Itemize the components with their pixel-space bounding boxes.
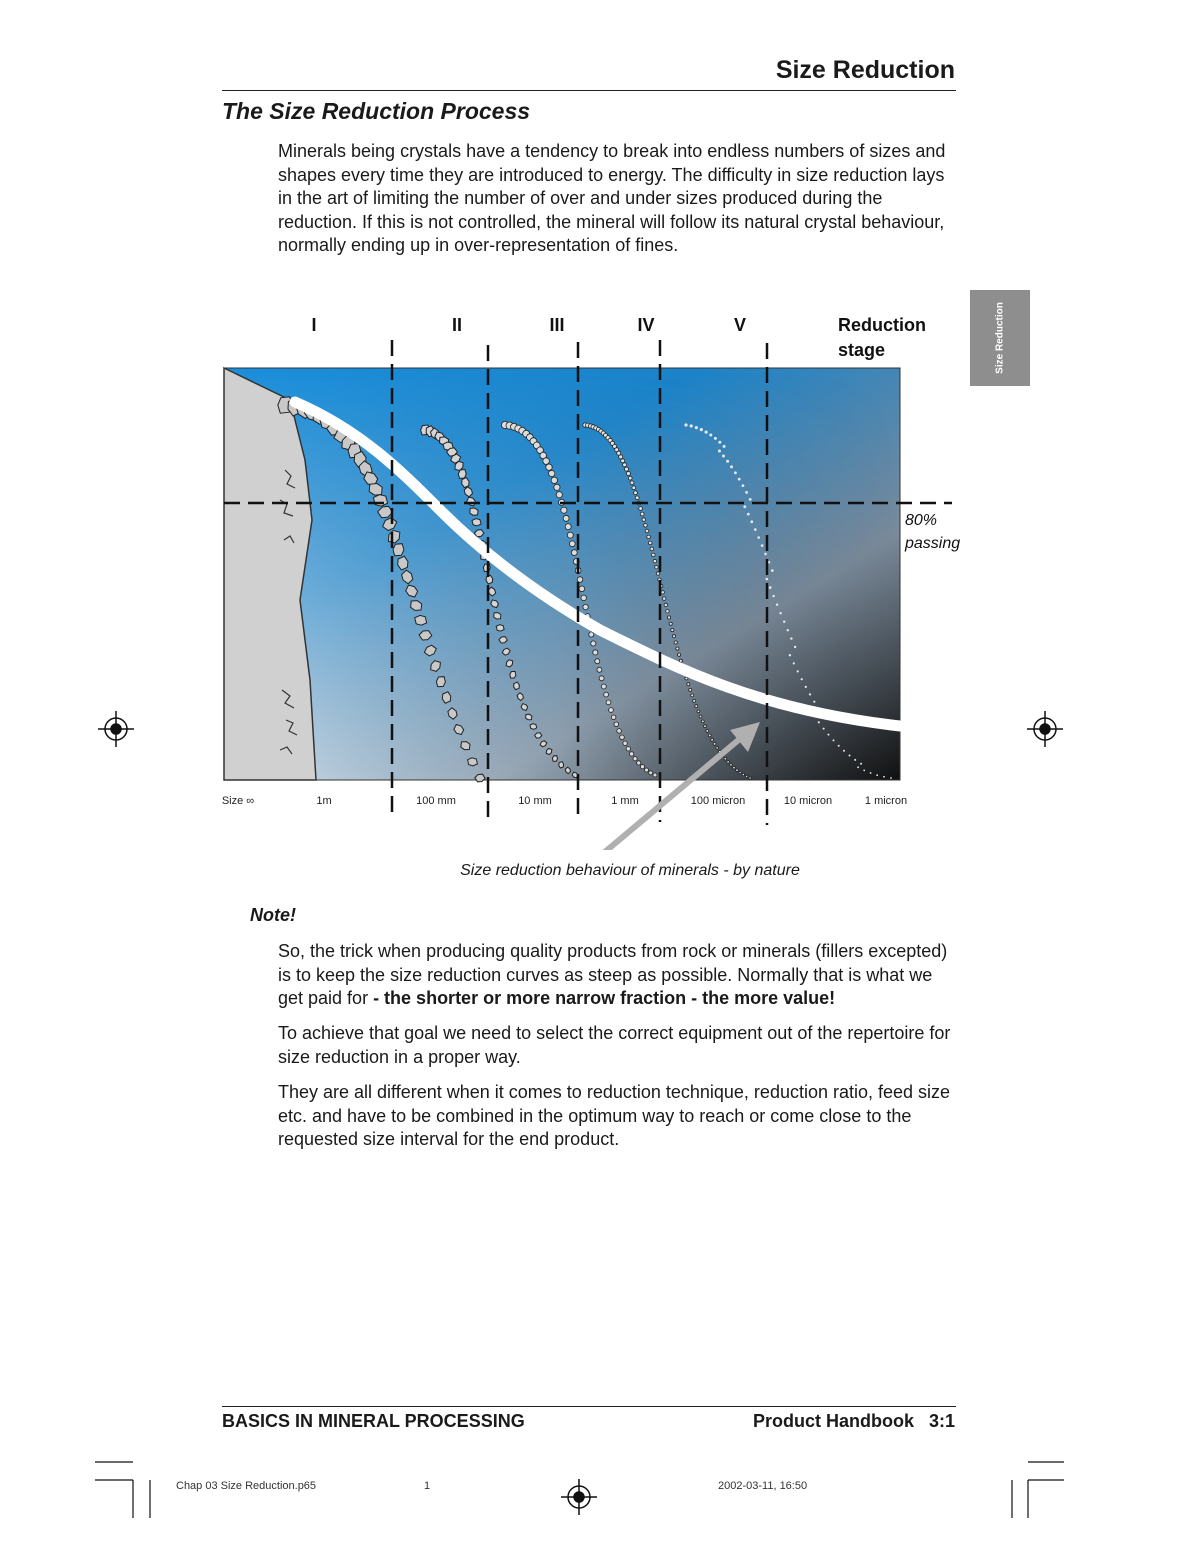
particle: [649, 771, 653, 775]
particle: [771, 569, 774, 572]
registration-mark-right: [1027, 711, 1063, 747]
particle: [736, 769, 739, 772]
particle: [749, 498, 752, 501]
particle: [619, 455, 623, 459]
particle: [742, 484, 745, 487]
note-label: Note!: [250, 905, 296, 925]
particle: [468, 758, 478, 766]
particle: [546, 749, 552, 755]
particle: [684, 423, 687, 426]
particle: [567, 532, 573, 538]
particle: [637, 761, 641, 765]
particle: [650, 547, 654, 551]
particle: [849, 755, 851, 757]
particle: [854, 759, 856, 761]
particle: [633, 757, 637, 761]
particle: [597, 667, 602, 672]
particle: [793, 662, 795, 664]
particle: [589, 632, 594, 637]
particle: [496, 625, 504, 631]
particle: [543, 458, 550, 465]
particle: [647, 535, 651, 539]
reduction-stage-label-1: Reduction: [838, 315, 926, 335]
particle: [724, 757, 727, 760]
particle: [623, 463, 627, 467]
stage-I-label: I: [311, 315, 317, 335]
particle: [700, 428, 703, 431]
particle: [794, 646, 796, 648]
particle: [601, 684, 606, 689]
particle: [639, 507, 643, 511]
particle: [369, 484, 382, 496]
particle: [718, 441, 721, 444]
particle: [838, 745, 840, 747]
particle: [789, 654, 791, 656]
particle: [556, 492, 562, 498]
particle: [761, 544, 764, 547]
particle: [727, 761, 730, 764]
stage-III-label: III: [549, 315, 565, 335]
particle: [747, 513, 750, 516]
particle: [671, 629, 674, 632]
passing-label-2: passing: [905, 535, 961, 552]
particle: [674, 641, 677, 644]
particle: [554, 484, 560, 490]
particle: [626, 472, 630, 476]
particle: [393, 544, 404, 556]
particle: [667, 616, 670, 619]
particle: [604, 692, 609, 697]
particle: [766, 578, 769, 581]
particle: [634, 491, 638, 495]
size-label: 10 micron: [783, 795, 833, 807]
particle: [730, 465, 733, 468]
particle: [772, 595, 774, 597]
particle: [764, 553, 767, 556]
particle: [699, 715, 702, 718]
particle: [857, 766, 859, 768]
particle: [779, 612, 781, 614]
particle: [653, 773, 657, 777]
particle: [711, 738, 714, 741]
footer-rule: [222, 1406, 956, 1407]
size-label: 100 mm: [416, 795, 456, 807]
figure-caption: Size reduction behaviour of minerals - by nature: [460, 862, 800, 879]
particle: [734, 471, 737, 474]
particle: [625, 467, 629, 471]
header-rule: [222, 90, 956, 91]
particle: [540, 741, 547, 747]
particle: [561, 507, 567, 513]
particle: [411, 601, 422, 611]
particle: [620, 735, 625, 740]
particle: [679, 659, 682, 662]
particle: [628, 476, 632, 480]
particle: [863, 770, 865, 772]
particle: [738, 478, 741, 481]
particle: [805, 686, 807, 688]
particle: [695, 705, 698, 708]
particle: [690, 424, 693, 427]
particle: [697, 710, 700, 713]
particle: [723, 445, 726, 448]
size-label: 10 mm: [518, 795, 552, 807]
particle: [645, 768, 649, 772]
particle: [672, 635, 675, 638]
particle: [645, 529, 649, 533]
slug-filename: Chap 03 Size Reduction.p65: [176, 1480, 317, 1492]
particle: [664, 603, 667, 606]
particle: [436, 677, 445, 687]
particle: [552, 756, 557, 762]
stage-II-label: II: [451, 315, 463, 335]
size-label: 1 mm: [611, 795, 639, 807]
particle: [742, 773, 744, 775]
particle: [709, 434, 712, 437]
particle: [415, 615, 427, 625]
particle: [642, 518, 646, 522]
reduction-stage-label-2: stage: [838, 340, 886, 360]
size-label: 1m: [316, 795, 332, 807]
particle: [644, 524, 648, 528]
particle: [669, 622, 672, 625]
particle: [629, 752, 633, 756]
particle: [797, 670, 799, 672]
particle: [565, 524, 571, 530]
particle: [790, 637, 792, 639]
particle: [691, 694, 694, 697]
particle: [373, 495, 387, 507]
registration-mark-bottom: [561, 1479, 597, 1515]
particle: [652, 553, 656, 557]
particle: [666, 610, 669, 613]
particle: [843, 750, 845, 752]
particle: [514, 682, 520, 690]
particle: [689, 688, 692, 691]
particle: [599, 676, 604, 681]
particle: [581, 595, 587, 601]
note-p1-emphasis: - the shorter or more narrow fraction - the more value!: [373, 988, 836, 1008]
particle: [685, 677, 688, 680]
particle: [687, 683, 690, 686]
stage-V-label: V: [733, 315, 747, 335]
particle: [663, 597, 666, 600]
stage-IV-label: IV: [637, 315, 655, 335]
particle: [883, 776, 885, 778]
particle: [876, 774, 878, 776]
particle: [626, 747, 630, 751]
particle: [583, 604, 588, 609]
particle: [442, 692, 451, 703]
particle: [551, 477, 557, 483]
particle: [809, 693, 811, 695]
particle: [461, 742, 470, 750]
particle: [614, 722, 619, 727]
slug-page: 1: [424, 1480, 431, 1492]
particle: [623, 741, 627, 745]
intro-paragraph: Minerals being crystals have a tendency to break into endless numbers of sizes and shapes every time they are introduced to energy. The difficulty in size reduction lays in the art of limiting the number of over and under sizes produced during the reduction. If this is not controlled, the mineral will follow its natural crystal behaviour, normally ending up in over-representation of fines.: [278, 141, 946, 255]
particle: [828, 734, 830, 736]
particle: [530, 724, 537, 730]
particle: [722, 455, 725, 458]
particle: [860, 763, 862, 765]
particle: [494, 613, 501, 619]
particle: [693, 699, 696, 702]
particle: [648, 541, 652, 545]
particle: [458, 470, 466, 479]
particle: [656, 572, 659, 575]
note-paragraph-1: [278, 940, 958, 1011]
slug-date: 2002-03-11, 16:50: [718, 1480, 808, 1492]
particle: [661, 591, 664, 594]
particle: [640, 512, 644, 516]
particle: [739, 771, 741, 773]
particle: [606, 700, 611, 705]
particle: [704, 725, 707, 728]
particle: [701, 720, 704, 723]
particle: [695, 426, 698, 429]
particle: [577, 577, 583, 583]
particle: [757, 536, 760, 539]
particle: [571, 550, 577, 556]
section-title: The Size Reduction Process: [222, 98, 531, 124]
particle: [635, 496, 639, 500]
size-reduction-figure: [210, 300, 990, 850]
particle: [745, 775, 747, 777]
particle: [559, 762, 564, 768]
running-header: Size Reduction: [775, 56, 955, 84]
particle: [563, 515, 569, 521]
particle: [546, 464, 552, 470]
particle: [569, 541, 575, 547]
footer-page-ref: Product Handbook 3:1: [752, 1411, 955, 1431]
particle: [743, 505, 746, 508]
particle: [653, 559, 657, 563]
particle: [676, 647, 679, 650]
side-tab-label: Size Reduction: [994, 302, 1006, 374]
particle: [595, 659, 600, 664]
particle: [714, 437, 717, 440]
particle: [621, 459, 625, 463]
particle: [730, 764, 733, 767]
note-p1-text: So, the trick when producing quality products from rock or minerals (fillers excepted) is to keep the size reduction curves as steep as possible. Normally that is what we get paid for: [278, 941, 948, 1008]
size-label: 100 micron: [690, 795, 746, 807]
particle: [678, 653, 681, 656]
particle: [630, 481, 634, 485]
particle: [750, 520, 753, 523]
stage-numerals: [311, 315, 746, 335]
particle: [705, 431, 708, 434]
particle: [549, 470, 555, 476]
particle: [535, 733, 542, 738]
particle: [745, 491, 748, 494]
particle: [890, 777, 892, 779]
particle: [769, 586, 772, 589]
particle: [591, 641, 596, 646]
note-paragraph-3: They are all different when it comes to reduction technique, reduction ratio, feed size etc. and have to be combined in the optimum way to reach or come close to the requested size interval for the end product.: [278, 1082, 951, 1149]
size-axis-labels: [222, 795, 907, 807]
particle: [609, 708, 614, 713]
particle: [776, 604, 778, 606]
particle: [470, 508, 478, 515]
size-label: Size ∞: [221, 795, 255, 807]
particle: [462, 478, 469, 488]
particle: [718, 450, 721, 453]
note-paragraph-2: To achieve that goal we need to select the correct equipment out of the repertoire for size reduction in a proper way.: [278, 1023, 951, 1067]
footer-book-title: BASICS IN MINERAL PROCESSING: [222, 1411, 525, 1431]
particle: [833, 739, 835, 741]
particle: [726, 460, 729, 463]
particle: [818, 721, 820, 723]
particle: [472, 519, 481, 526]
particle: [754, 528, 757, 531]
particle: [801, 678, 803, 680]
registration-mark-left: [98, 711, 134, 747]
particle: [870, 772, 872, 774]
particle: [823, 728, 825, 730]
plot-light-overlay: [224, 368, 900, 780]
passing-label-1: 80%: [905, 512, 938, 529]
particle: [617, 729, 622, 734]
particle: [749, 777, 751, 779]
particle: [611, 715, 616, 720]
particle: [783, 621, 785, 623]
particle: [640, 765, 644, 769]
particle: [579, 586, 585, 592]
particle: [510, 671, 516, 678]
particle: [708, 734, 711, 737]
particle: [813, 701, 815, 703]
particle: [716, 747, 719, 750]
particle: [632, 486, 636, 490]
particle: [713, 743, 716, 746]
particle: [655, 566, 658, 569]
particle: [706, 730, 709, 733]
particle: [593, 650, 598, 655]
particle: [787, 629, 789, 631]
size-label: 1 micron: [864, 795, 908, 807]
particle: [526, 714, 532, 720]
particle: [733, 766, 736, 769]
